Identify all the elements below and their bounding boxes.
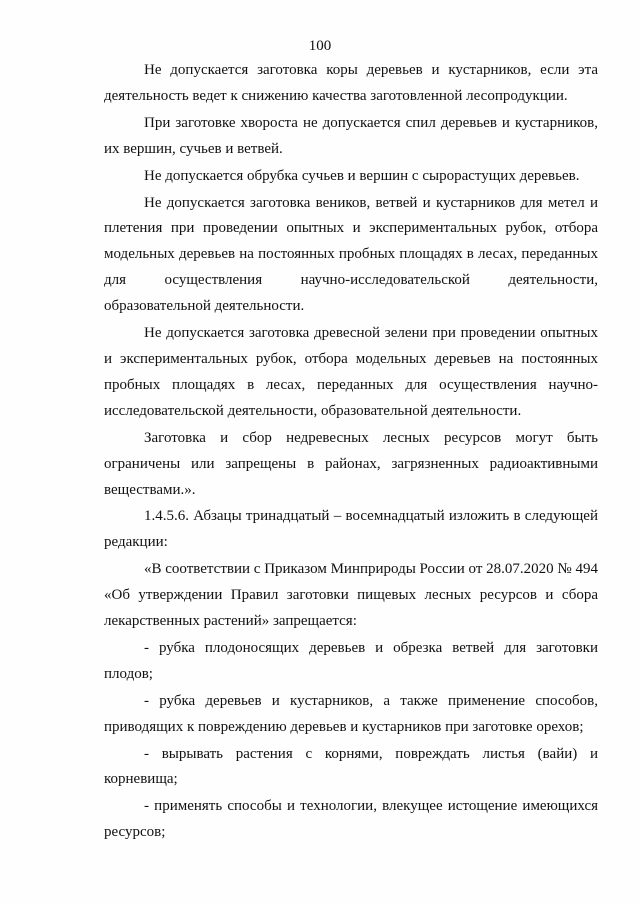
paragraph-1: Не допускается заготовка коры деревьев и кустарников, если эта деятельность ведет к снижению качества заготовленной лесопродукции. bbox=[104, 62, 598, 104]
paragraph-6: Заготовка и сбор недревесных лесных ресурсов могут быть ограничены или запрещены в районах, загрязненных радиоактивными веществами.». bbox=[104, 429, 598, 498]
paragraph-3: Не допускается обрубка сучьев и вершин с сырорастущих деревьев. bbox=[144, 167, 580, 184]
list-item-2: - рубка деревьев и кустарников, а также применение способов, приводящих к повреждению деревьев и кустарников при заготовке орехов; bbox=[104, 692, 598, 735]
page-number: 100 bbox=[308, 38, 332, 54]
list-item-3: - вырывать растения с корнями, повреждать листья (вайи) и корневища; bbox=[104, 745, 598, 788]
paragraph-5: Не допускается заготовка древесной зелени при проведении опытных и экспериментальных рубок, отбора модельных деревьев на постоянных пробных площадях в лесах, переданных для осуществления научно-исследовательской деятельности, образовательной деятельности. bbox=[104, 325, 598, 419]
list-item-4: - применять способы и технологии, влекущее истощение имеющихся ресурсов; bbox=[104, 798, 598, 841]
list-item-1: - рубка плодоносящих деревьев и обрезка ветвей для заготовки плодов; bbox=[104, 639, 598, 682]
paragraph-4: Не допускается заготовка веников, ветвей и кустарников для метел и плетения при проведении опытных и экспериментальных рубок, отбора модельных деревьев на постоянных пробных площадях в лесах, переданных для осуществления научно-исследовательской деятельности, образовательной деятельности. bbox=[104, 194, 598, 315]
paragraph-8: «В соответствии с Приказом Минприроды России от 28.07.2020 № 494 «Об утверждении Правил заготовки пищевых лесных ресурсов и сбора лекарственных растений» запрещается: bbox=[104, 561, 598, 630]
amendment-heading: 1.4.5.6. Абзацы тринадцатый – восемнадцатый изложить в следующей редакции: bbox=[104, 508, 598, 551]
document-body bbox=[104, 58, 598, 847]
paragraph-2: При заготовке хвороста не допускается спил деревьев и кустарников, их вершин, сучьев и ветвей. bbox=[104, 114, 598, 157]
